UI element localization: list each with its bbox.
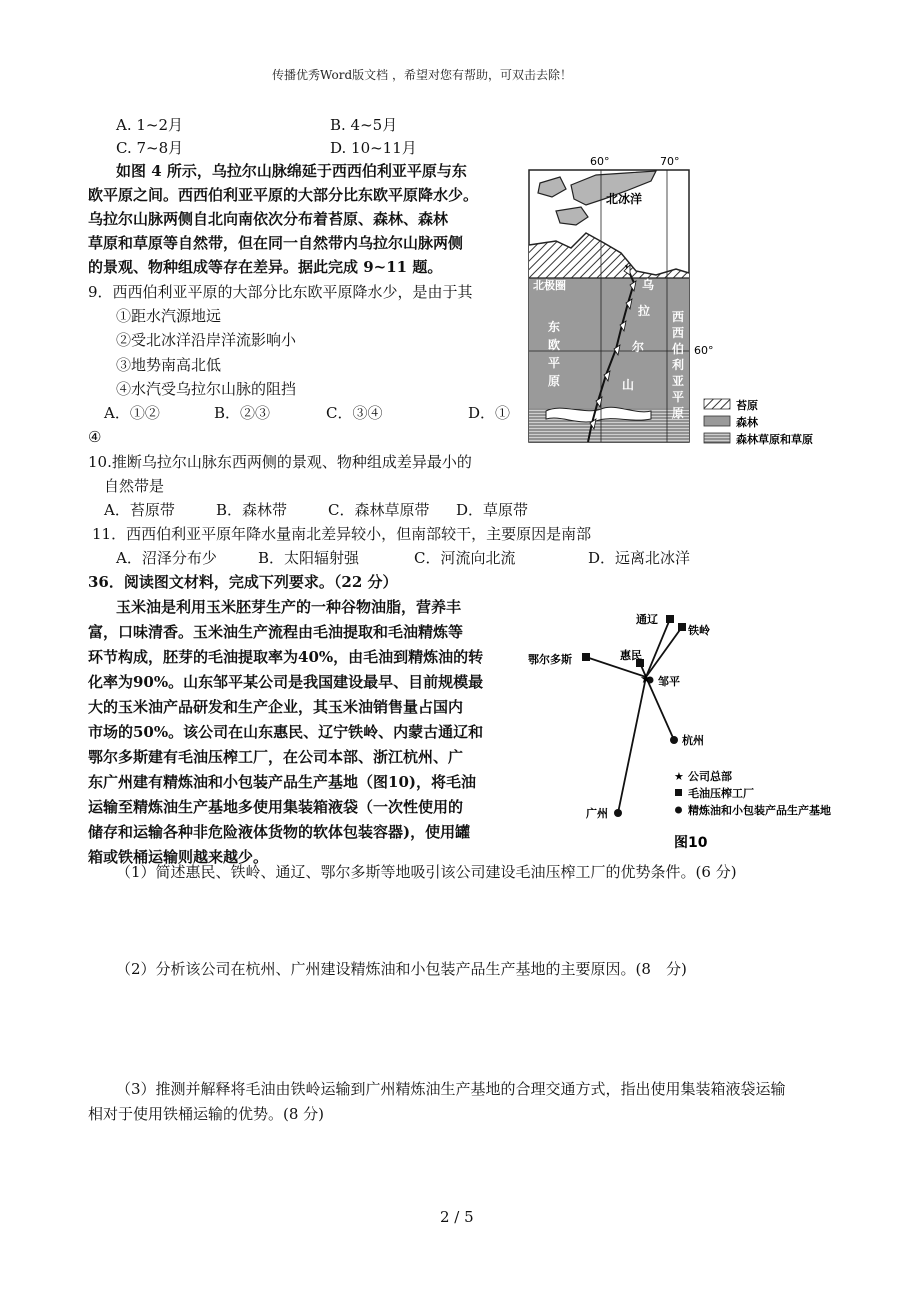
legend-base-label: 精炼油和小包装产品生产基地	[688, 804, 831, 817]
legend-tundra-swatch	[704, 399, 730, 409]
west-plain-label: 利	[672, 358, 685, 372]
q9-item: ②受北冰洋沿岸洋流影响小	[116, 331, 297, 349]
q9-item: ④水汽受乌拉尔山脉的阻挡	[116, 380, 297, 398]
legend-dot-icon	[675, 807, 682, 814]
q8-option-c: C. 7~8月	[116, 139, 184, 157]
place-ordos: 鄂尔多斯	[528, 653, 572, 666]
legend-forest-label: 森林	[736, 416, 758, 429]
q9-stem: 9．西西伯利亚平原的大部分比东欧平原降水少，是由于其	[88, 283, 473, 301]
q36-line: 环节构成，胚芽的毛油提取率为40%，由毛油到精炼油的转	[88, 648, 484, 666]
q11-option-d: D．远离北冰洋	[588, 549, 691, 567]
arctic-ocean-label: 北冰洋	[606, 192, 643, 206]
page-header: 传播优秀Word版文档 ，希望对您有帮助，可双击去除！	[272, 68, 572, 82]
east-plain-label: 东	[548, 320, 561, 334]
q9-option-c: C．③④	[326, 404, 383, 422]
latitude-60-label: 60°	[694, 344, 714, 357]
ural-label: 拉	[638, 304, 651, 318]
q11-option-a: A．沼泽分布少	[116, 549, 217, 567]
figure-4-ural-map	[526, 153, 846, 449]
legend-steppe-label: 森林草原和草原	[736, 433, 813, 446]
ural-label: 山	[622, 378, 635, 392]
page-number: 2 / 5	[440, 1208, 474, 1226]
q10-stem-cont: 自然带是	[104, 477, 165, 495]
base-marker	[614, 809, 622, 817]
legend-square-icon	[675, 789, 682, 796]
q9-option-b: B．②③	[214, 404, 271, 422]
headquarters-star-icon: ★	[640, 672, 652, 687]
place-tieling: 铁岭	[688, 624, 710, 637]
q36-line: 箱或铁桶运输则越来越少。	[88, 848, 269, 866]
ural-label: 尔	[632, 340, 645, 354]
place-tongliao: 通辽	[636, 613, 658, 626]
q36-line: 富，口味清香。玉米油生产流程由毛油提取和毛油精炼等	[88, 623, 464, 641]
q36-sub1: （1）简述惠民、铁岭、通辽、鄂尔多斯等地吸引该公司建设毛油压榨工厂的优势条件。(6 分)	[116, 863, 737, 881]
q10-option-a: A．苔原带	[104, 501, 175, 519]
q36-line: 储存和运输各种非危险液体货物的软体包装容器)，使用罐	[88, 823, 471, 841]
q9-option-d-wrap: ④	[88, 428, 102, 446]
place-hangzhou: 杭州	[682, 734, 704, 747]
q10-option-c: C．森林草原带	[328, 501, 430, 519]
q36-line: 运输至精炼油生产基地多使用集装箱液袋（一次性使用的	[88, 798, 464, 816]
place-huimin: 惠民	[620, 649, 642, 662]
q10-stem: 10.推断乌拉尔山脉东西两侧的景观、物种组成差异最小的	[88, 453, 472, 471]
legend-hq-label: 公司总部	[688, 770, 732, 783]
west-plain-label: 伯	[672, 342, 685, 356]
q36-line: 化率为90%。山东邹平某公司是我国建设最早、目前规模最	[88, 673, 484, 691]
base-marker	[670, 736, 678, 744]
q36-line: 鄂尔多斯建有毛油压榨工厂，在公司本部、浙江杭州、广	[88, 748, 464, 766]
west-plain-label: 西	[672, 310, 685, 324]
west-plain-label: 亚	[672, 374, 685, 388]
q11-option-b: B．太阳辐射强	[258, 549, 360, 567]
q10-option-d: D．草原带	[456, 501, 529, 519]
factory-marker	[666, 615, 674, 623]
legend-star-icon: ★	[674, 770, 684, 783]
factory-marker	[678, 623, 686, 631]
figure-10-network-map	[524, 603, 876, 853]
longitude-60-label: 60°	[590, 155, 610, 168]
intro-line: 草原和草原等自然带，但在同一自然带内乌拉尔山脉两侧	[88, 234, 464, 252]
east-plain-label: 平	[548, 356, 561, 370]
q8-option-b: B. 4~5月	[330, 116, 398, 134]
legend-factory-label: 毛油压榨工厂	[688, 787, 754, 800]
q36-sub2: （2）分析该公司在杭州、广州建设精炼油和小包装产品生产基地的主要原因。(8 分)	[116, 960, 687, 978]
east-plain-label: 欧	[548, 338, 561, 352]
west-plain-label: 平	[672, 390, 685, 404]
q8-option-d: D. 10~11月	[330, 139, 417, 157]
q9-option-d: D．①	[468, 404, 511, 422]
q9-item: ③地势南高北低	[116, 356, 222, 374]
ural-label: 乌	[642, 278, 655, 292]
legend-steppe-swatch	[704, 433, 730, 443]
q36-line: 大的玉米油产品研发和生产企业，其玉米油销售量占国内	[88, 698, 464, 716]
place-guangzhou: 广州	[586, 807, 608, 820]
q36-line: 东广州建有精炼油和小包装产品生产基地（图10)，将毛油	[88, 773, 476, 791]
figure-10-caption: 图10	[674, 835, 708, 851]
west-plain-label: 西	[672, 326, 685, 340]
q10-option-b: B．森林带	[216, 501, 288, 519]
place-zouping: 邹平	[658, 675, 680, 688]
q36-sub3-cont: 相对于使用铁桶运输的优势。(8 分)	[88, 1105, 325, 1123]
q9-option-a: A．①②	[104, 404, 160, 422]
q8-option-a: A. 1~2月	[116, 116, 184, 134]
q11-option-c: C．河流向北流	[414, 549, 516, 567]
q36-sub3: （3）推测并解释将毛油由铁岭运输到广州精炼油生产基地的合理交通方式，指出使用集装箱液袋运输	[116, 1080, 786, 1098]
q36-title: 36．阅读图文材料，完成下列要求。（22 分）	[88, 573, 398, 591]
factory-marker	[582, 653, 590, 661]
west-plain-label: 原	[672, 406, 685, 420]
legend-forest-swatch	[704, 416, 730, 426]
east-plain-label: 原	[548, 374, 561, 388]
q11-stem: 11．西西伯利亚平原年降水量南北差异较小，但南部较干，主要原因是南部	[92, 525, 592, 543]
legend-tundra-label: 苔原	[736, 399, 758, 412]
intro-line: 乌拉尔山脉两侧自北向南依次分布着苔原、森林、森林	[88, 210, 449, 228]
intro-line: 的景观、物种组成等存在差异。据此完成 9~11 题。	[88, 258, 443, 276]
q36-line: 市场的50%。该公司在山东惠民、辽宁铁岭、内蒙古通辽和	[88, 723, 484, 741]
arctic-circle-label: 北极圈	[533, 279, 566, 292]
intro-line: 如图 4 所示，乌拉尔山脉绵延于西西伯利亚平原与东	[116, 162, 467, 180]
intro-line: 欧平原之间。西西伯利亚平原的大部分比东欧平原降水少。	[88, 186, 479, 204]
q36-line: 玉米油是利用玉米胚芽生产的一种谷物油脂，营养丰	[116, 598, 462, 616]
longitude-70-label: 70°	[660, 155, 680, 168]
q9-item: ①距水汽源地远	[116, 307, 222, 325]
